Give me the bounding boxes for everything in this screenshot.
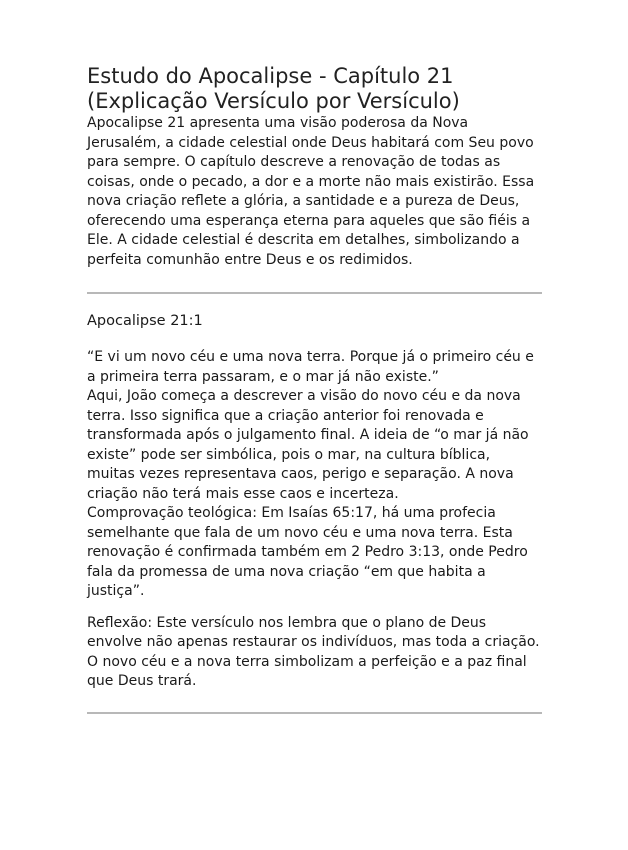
- theological-proof: Comprovação teológica: Em Isaías 65:17, há uma profecia semelhante que fala de um novo céu e uma nova terra. Esta renovação é confirmada também em 2 Pedro 3:13, onde Pedro fala da promessa de uma nova criação “em que habita a justiça”.: [87, 505, 528, 599]
- verse-explanation: Aqui, João começa a descrever a visão do novo céu e da nova terra. Isso significa que a criação anterior foi renovada e transformada após o julgamento final. A ideia de “o mar já não existe” pode ser simbólica, pois o mar, na cultura bíblica, muitas vezes representava caos, perigo e separação. A nova criação não terá mais esse caos e incerteza.: [87, 388, 529, 502]
- verse-quote: “E vi um novo céu e uma nova terra. Porque já o primeiro céu e a primeira terra passaram, e o mar já não existe.”: [87, 349, 534, 385]
- intro-paragraph: Apocalipse 21 apresenta uma visão poderosa da Nova Jerusalém, a cidade celestial onde Deus habitará com Seu povo para sempre. O capítulo descreve a renovação de todas as coisas, onde o pecado, a dor e a morte não mais existirão. Essa nova criação reflete a glória, a santidade e a pureza de Deus, oferecendo uma esperança eterna para aqueles que são fiéis a Ele. A cidade celestial é descrita em detalhes, simbolizando a perfeita comunhão entre Deus e os redimidos.: [87, 115, 535, 268]
- section-divider-bottom: [87, 712, 542, 714]
- section-divider: [87, 292, 542, 294]
- title-line-2: (Explicação Versículo por Versículo): [87, 89, 460, 113]
- reflection-paragraph: Reflexão: Este versículo nos lembra que o plano de Deus envolve não apenas restaurar os indivíduos, mas toda a criação. O novo céu e a nova terra simbolizam a perfeição e a paz final que Deus trará.: [87, 614, 540, 689]
- document-page: [87, 64, 542, 714]
- verse-heading: Apocalipse 21:1: [87, 313, 203, 329]
- title-line-1: Estudo do Apocalipse - Capítulo 21: [87, 64, 454, 88]
- document-title: [87, 64, 542, 114]
